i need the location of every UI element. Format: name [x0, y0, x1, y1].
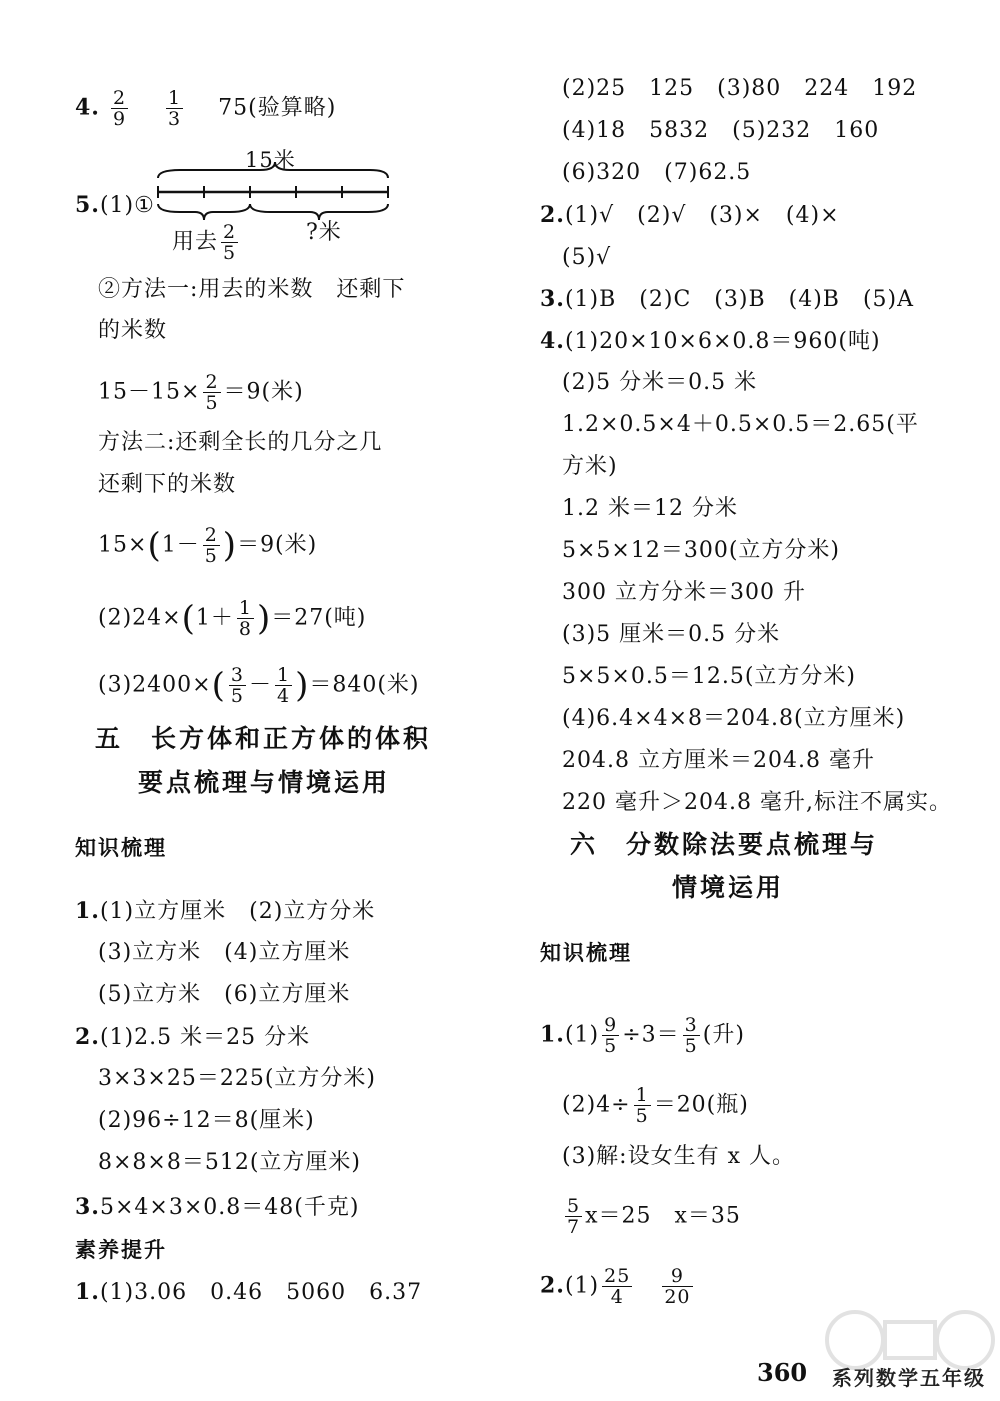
q2-line1: 2.(1)√ (2)√ (3)× (4)× [540, 202, 840, 228]
k1-line1: 1.(1)立方厘米 (2)立方分米 [75, 898, 376, 924]
k1-line3: (5)立方米 (6)立方厘米 [98, 982, 351, 1007]
series-label: 系列数学五年级 [832, 1366, 986, 1390]
q4-line6: 5×5×12＝300(立方分米) [562, 538, 841, 563]
q5-part2-equation: (2)24×(1＋ $\frac{1}{8}$ )＝27(吨) [98, 597, 367, 640]
q5-part3-equation: (3)2400×( $\frac{3}{5}$ － $\frac{1}{4}$ )＝840(米) [98, 664, 420, 707]
method2-title-2: 还剩下的米数 [98, 472, 237, 497]
q4-tail: 75(验算略) [218, 95, 337, 121]
section5-subtitle: 要点梳理与情境运用 [138, 768, 391, 797]
fraction: $\frac{1}{3}$ [168, 87, 182, 130]
fraction: $\frac{3}{5}$ [684, 1014, 698, 1057]
method1-title: ②方法一:用去的米数 还剩下 [98, 277, 406, 302]
q4-line7: 300 立方分米＝300 升 [562, 580, 806, 605]
k1-part3: (3)解:设女生有 x 人。 [562, 1144, 795, 1169]
fraction: $\frac{3}{5}$ [230, 664, 244, 707]
k2-line1: 2.(1)2.5 米＝25 分米 [75, 1024, 311, 1050]
fraction: $\frac{1}{4}$ [276, 664, 291, 707]
watermark-box [885, 1322, 935, 1358]
fraction: $\frac{2}{5}$ [223, 221, 237, 264]
k1-part2: (2)4÷ $\frac{1}{5}$ ＝20(瓶) [562, 1084, 749, 1127]
fraction: $\frac{2}{5}$ [204, 524, 218, 567]
k2-line2: 3×3×25＝225(立方分米) [98, 1066, 377, 1091]
q3-line1: 3.(1)B (2)C (3)B (4)B (5)A [540, 286, 915, 312]
fraction: $\frac{1}{5}$ [635, 1084, 649, 1127]
section6-title: 六 分数除法要点梳理与 [570, 830, 879, 859]
watermark-logo [815, 1300, 1000, 1401]
fraction: $\frac{2}{9}$ [112, 87, 127, 130]
q4-line1: 4.(1)20×10×6×0.8＝960(吨) [540, 328, 881, 354]
q4-line3: 1.2×0.5×4＋0.5×0.5＝2.65(平 [562, 412, 919, 437]
r-line2: (4)18 5832 (5)232 160 [562, 118, 880, 143]
k1-line2: (3)立方米 (4)立方厘米 [98, 940, 351, 965]
k2-line4: 8×8×8＝512(立方厘米) [98, 1150, 362, 1175]
fraction: $\frac{1}{8}$ [238, 597, 252, 640]
q4-line11: 204.8 立方厘米＝204.8 毫升 [562, 748, 875, 773]
k1-part1: 1.(1) $\frac{9}{5}$ ÷3＝ $\frac{3}{5}$ (升) [540, 1014, 745, 1057]
q2-line2: (5)√ [562, 245, 612, 270]
used-brace [158, 204, 250, 220]
improvement-heading: 素养提升 [75, 1237, 167, 1262]
knowledge-heading: 知识梳理 [75, 835, 167, 860]
q4-line4: 方米) [562, 454, 618, 479]
q5-part1: (1)① [99, 193, 155, 218]
watermark-ring [937, 1312, 993, 1368]
q4-line2: (2)5 分米＝0.5 米 [562, 370, 758, 395]
r-line1: (2)25 125 (3)80 224 192 [562, 76, 918, 101]
fraction: $\frac{9}{20}$ [664, 1265, 691, 1308]
q4-number: 4. [75, 94, 100, 121]
r-line3: (6)320 (7)62.5 [562, 160, 752, 185]
q4-line10: (4)6.4×4×8＝204.8(立方厘米) [562, 706, 906, 731]
page-number: 360 [757, 1358, 808, 1387]
diagram-used-label: 用去 $\frac{2}{5}$ [172, 221, 237, 264]
k2-part1: 2.(1) $\frac{25}{4}$ $\frac{9}{20}$ [540, 1265, 691, 1308]
method2-equation: 15×(1－ $\frac{2}{5}$ )＝9(米) [98, 524, 318, 567]
s1-line1: 1.(1)3.06 0.46 5060 6.37 [75, 1279, 423, 1305]
q4-line5: 1.2 米＝12 分米 [562, 496, 738, 521]
q4-line9: 5×5×0.5＝12.5(立方分米) [562, 664, 856, 689]
k3-line1: 3.5×4×3×0.8＝48(千克) [75, 1194, 360, 1220]
method1-equation: 15－15× $\frac{2}{5}$ ＝9(米) [98, 371, 304, 414]
method1-title-2: 的米数 [98, 318, 168, 343]
fraction: $\frac{25}{4}$ [604, 1265, 631, 1308]
q4-line [75, 88, 336, 129]
fraction: $\frac{2}{5}$ [205, 371, 219, 414]
fraction: $\frac{9}{5}$ [604, 1014, 618, 1057]
q4-line12: 220 毫升＞204.8 毫升,标注不属实。 [562, 790, 952, 815]
diagram-total-label: 15米 [245, 148, 296, 172]
knowledge-heading-2: 知识梳理 [540, 940, 632, 965]
q4-line8: (3)5 厘米＝0.5 分米 [562, 622, 781, 647]
section6-subtitle: 情境运用 [672, 873, 785, 902]
diagram-left-label: ?米 [306, 220, 342, 245]
k1-part4: $\frac{5}{7}$ x＝25 x＝35 [567, 1195, 741, 1238]
section5-title: 五 长方体和正方体的体积 [95, 724, 432, 753]
q5-number: 5. [75, 192, 100, 218]
q5-line [75, 190, 155, 221]
watermark-ring [827, 1312, 883, 1368]
method2-title: 方法二:还剩全长的几分之几 [98, 430, 383, 455]
fraction: $\frac{5}{7}$ [567, 1195, 581, 1238]
k2-line3: (2)96÷12＝8(厘米) [98, 1108, 315, 1133]
